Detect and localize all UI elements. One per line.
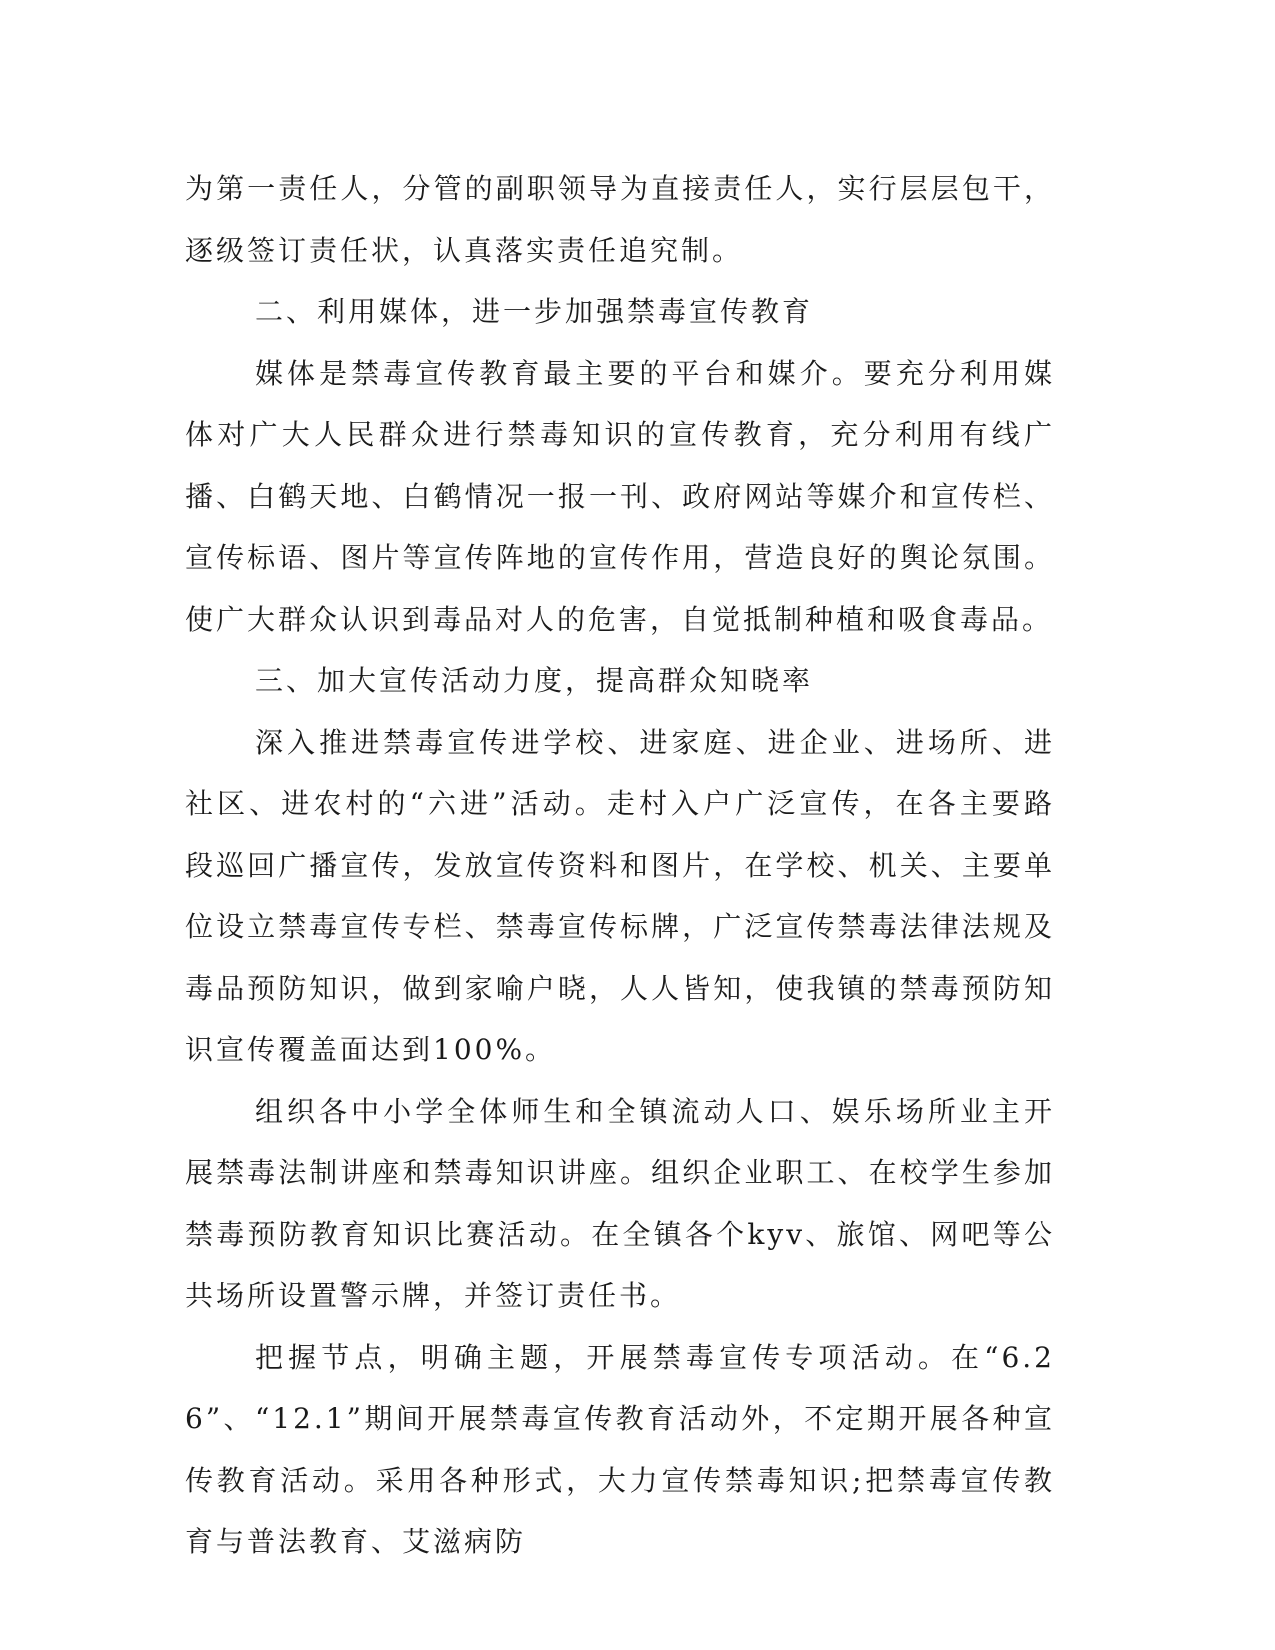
paragraph-special-activities: 把握节点，明确主题，开展禁毒宣传专项活动。在“6.26”、“12.1”期间开展禁毒宣传教育活动外，不定期开展各种宣传教育活动。采用各种形式，大力宣传禁毒知识;把禁毒宣传教育与普法教育、艾滋病防 [185, 1340, 1055, 1558]
section-heading-three: 三、加大宣传活动力度，提高群众知晓率 [255, 664, 814, 697]
paragraph-continuation: 为第一责任人，分管的副职领导为直接责任人，实行层层包干，逐级签订责任状，认真落实责任追究制。 [185, 172, 1055, 267]
document-body [185, 158, 1055, 1573]
paragraph-media: 媒体是禁毒宣传教育最主要的平台和媒介。要充分利用媒体对广大人民群众进行禁毒知识的宣传教育，充分利用有线广播、白鹤天地、白鹤情况一报一刊、政府网站等媒介和宣传栏、宣传标语、图片等宣传阵地的宣传作用，营造良好的舆论氛围。使广大群众认识到毒品对人的危害，自觉抵制种植和吸食毒品。 [185, 356, 1055, 636]
section-heading-two: 二、利用媒体，进一步加强禁毒宣传教育 [255, 295, 814, 328]
paragraph-six-entries: 深入推进禁毒宣传进学校、进家庭、进企业、进场所、进社区、进农村的“六进”活动。走村入户广泛宣传，在各主要路段巡回广播宣传，发放宣传资料和图片，在学校、机关、主要单位设立禁毒宣传专栏、禁毒宣传标牌，广泛宣传禁毒法律法规及毒品预防知识，做到家喻户晓，人人皆知，使我镇的禁毒预防知识宣传覆盖面达到100%。 [185, 725, 1055, 1066]
paragraph-lectures: 组织各中小学全体师生和全镇流动人口、娱乐场所业主开展禁毒法制讲座和禁毒知识讲座。组织企业职工、在校学生参加禁毒预防教育知识比赛活动。在全镇各个kyv、旅馆、网吧等公共场所设置警示牌，并签订责任书。 [185, 1094, 1055, 1312]
